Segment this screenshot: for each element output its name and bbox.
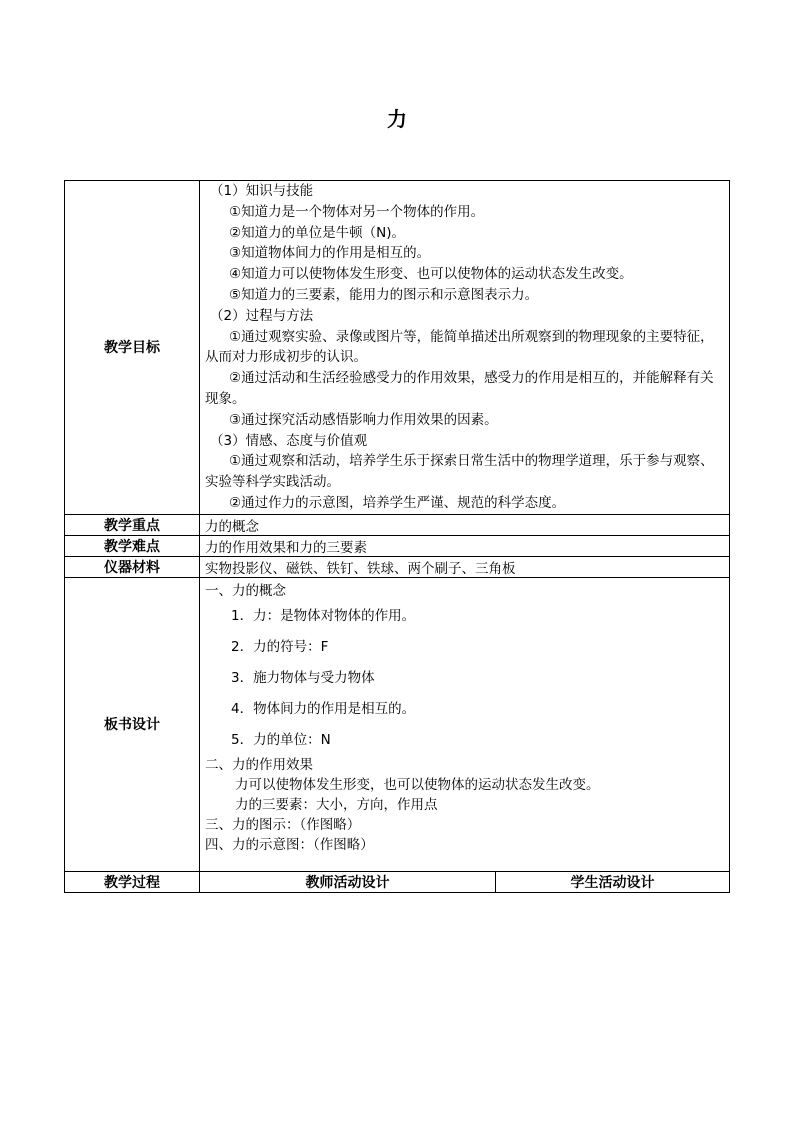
board-section-2: 二、力的作用效果 [205, 756, 313, 773]
board-item: 1．力：是物体对物体的作用。 [231, 607, 416, 624]
difficulty-row [65, 535, 730, 556]
board-effect: 力的三要素：大小，方向，作用点 [235, 796, 438, 813]
page-title: 力 [387, 107, 407, 131]
board-item: 3．施力物体与受力物体 [231, 669, 375, 686]
difficulty-value: 力的作用效果和力的三要素 [200, 535, 730, 556]
lesson-plan-table [64, 180, 730, 893]
process-header-row [65, 871, 730, 892]
board-item: 2．力的符号：F [231, 638, 329, 655]
objective-line: ④知道力可以使物体发生形变、也可以使物体的运动状态发生改变。 [229, 266, 633, 283]
key-point-label: 教学重点 [65, 514, 200, 535]
key-point-row [65, 514, 730, 535]
objective-heading-3: （3）情感、态度与价值观 [210, 432, 368, 449]
board-section-4: 四、力的示意图：（作图略） [205, 836, 374, 853]
objective-line: ②通过活动和生活经验感受力的作用效果，感受力的作用是相互的，并能解释有关现象。 [205, 370, 714, 407]
objective-line: ①通过观察实验、录像或图片等，能简单描述出所观察到的物理现象的主要特征，从而对力形成初步的认识。 [205, 328, 714, 366]
process-label: 教学过程 [65, 871, 200, 892]
difficulty-label: 教学难点 [65, 535, 200, 556]
objective-line: ③知道物体间力的作用是相互的。 [229, 245, 431, 262]
board-section-3: 三、力的图示：（作图略） [205, 816, 361, 833]
board-effect: 力可以使物体发生形变，也可以使物体的运动状态发生改变。 [235, 776, 600, 793]
teacher-activity-header: 教师活动设计 [200, 871, 496, 892]
objective-line: ①知道力是一个物体对另一个物体的作用。 [229, 203, 485, 220]
materials-value: 实物投影仪、磁铁、铁钉、铁球、两个刷子、三角板 [200, 556, 730, 577]
objectives-row [65, 181, 730, 515]
objective-line: ①通过观察和活动，培养学生乐于探索日常生活中的物理学道理，乐于参与观察、实验等科学实践活动。 [205, 453, 714, 491]
materials-row [65, 556, 730, 577]
objectives-label: 教学目标 [65, 181, 200, 515]
board-section-1: 一、力的概念 [205, 582, 286, 599]
board-item: 5．力的单位：N [231, 731, 331, 748]
objective-line: ⑤知道力的三要素，能用力的图示和示意图表示力。 [229, 286, 539, 303]
objective-line: ②通过作力的示意图，培养学生严谨、规范的科学态度。 [229, 494, 566, 511]
key-point-value: 力的概念 [200, 514, 730, 535]
board-item: 4．物体间力的作用是相互的。 [231, 700, 416, 717]
objective-line: ③通过探究活动感悟影响力作用效果的因素。 [229, 411, 498, 428]
objective-heading-1: （1）知识与技能 [210, 183, 314, 199]
board-label: 板书设计 [65, 577, 200, 871]
board-design-row [65, 577, 730, 871]
objective-line: ②知道力的单位是牛顿（N)。 [229, 224, 405, 241]
objective-heading-2: （2）过程与方法 [210, 307, 314, 324]
student-activity-header: 学生活动设计 [496, 871, 730, 892]
board-content [200, 577, 730, 871]
materials-label: 仪器材料 [65, 556, 200, 577]
objectives-content [200, 181, 730, 515]
